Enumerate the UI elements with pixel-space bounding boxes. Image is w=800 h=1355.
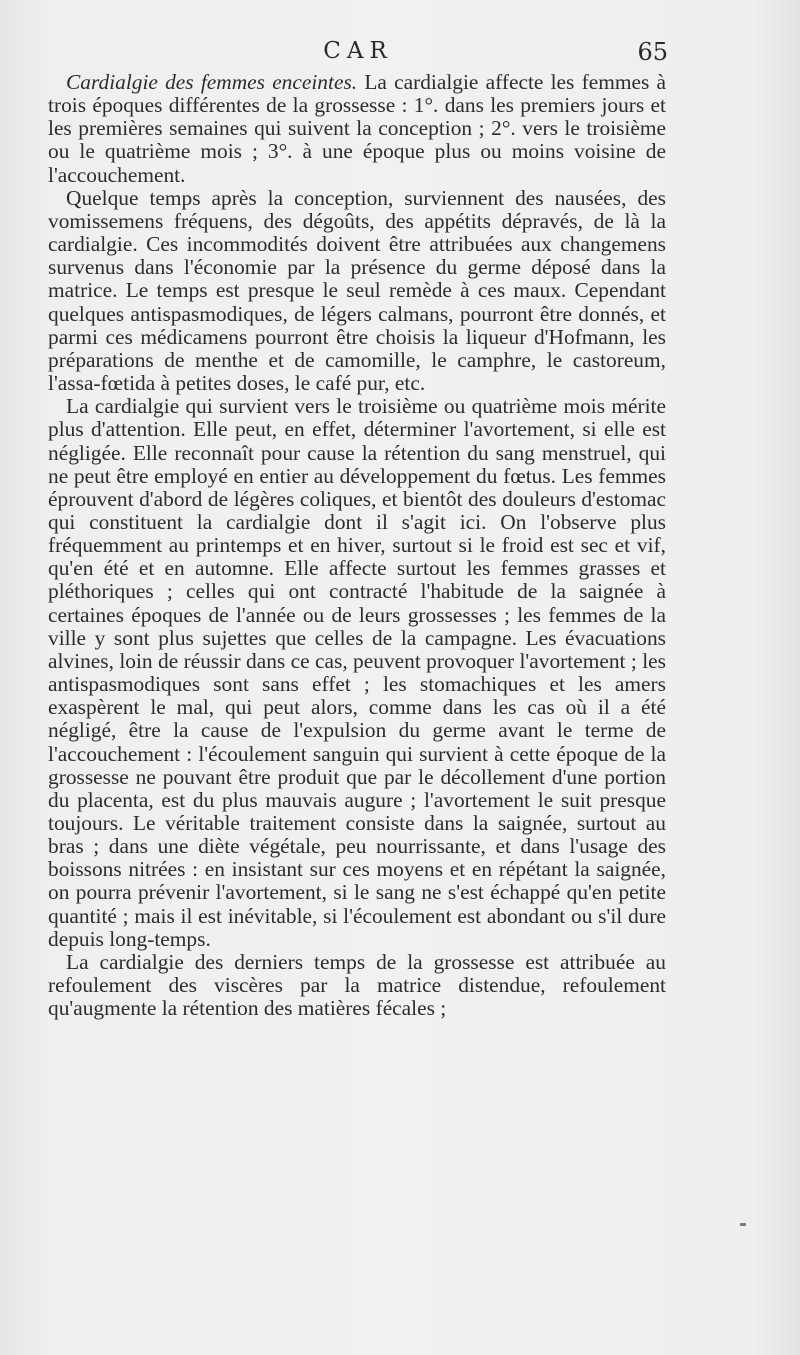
ink-speck xyxy=(740,1223,746,1226)
paragraph-text: La cardialgie affecte les femmes à trois époques différentes de la grossesse : 1°. dans les premiers jours et les premières semaines qui suivent la conception ; 2°. vers le troisième ou le quatrième mois ; 3°. à une époque plus ou moins voisine de l'accouchement. xyxy=(48,70,666,187)
page-number: 65 xyxy=(637,38,668,66)
paragraph-3: La cardialgie qui survient vers le troisième ou quatrième mois mérite plus d'attention. Elle peut, en effet, déterminer l'avortement, si elle est négligée. Elle reconnaît pour cause la rétention du sang menstruel, qui ne peut être employé en entier au développement du fœtus. Les femmes éprouvent d'abord de légères coliques, et bientôt des douleurs d'estomac qui constituent la cardialgie dont il s'agit ici. On l'observe plus fréquemment au printemps et en hiver, surtout si le froid est sec et vif, qu'en été et en automne. Elle affecte surtout les femmes grasses et pléthoriques ; celles qui ont contracté l'habitude de la saignée à certaines époques de l'année ou de leurs grossesses ; les femmes de la ville y sont plus sujettes que celles de la campagne. Les évacuations alvines, loin de réussir dans ce cas, peuvent provoquer l'avortement ; les antispasmodiques sont sans effet ; les stomachiques et les amers exaspèrent le mal, qui peut alors, comme dans les cas où il a été négligé, être la cause de l'expulsion du germe avant le terme de l'accouchement : l'écoulement sanguin qui survient à cette époque de la grossesse ne pouvant être produit que par le décollement d'une portion du placenta, est du plus mauvais augure ; l'avortement le suit presque toujours. Le véritable traitement consiste dans la saignée, surtout au bras ; dans une diète végétale, peu nourrissante, et dans l'usage des boissons nitrées : en insistant sur ces moyens et en répétant la saignée, on pourra prévenir l'avortement, si le sang ne s'est échappé qu'en petite quantité ; mais il est inévitable, si l'écoulement est abondant ou s'il dure depuis long-temps. xyxy=(48,394,666,951)
paragraph-1 xyxy=(48,71,666,187)
section-lead: Cardialgie des femmes enceintes. xyxy=(66,70,358,94)
running-head: CAR xyxy=(323,38,393,64)
body-text xyxy=(48,71,666,1020)
paragraph-4: La cardialgie des derniers temps de la grossesse est attribuée au refoulement des viscères par la matrice distendue, refoulement qu'augmente la rétention des matières fécales ; xyxy=(48,949,666,1021)
paragraph-2: Quelque temps après la conception, surviennent des nausées, des vomissemens fréquens, des dégoûts, des appétits dépravés, de là la cardialgie. Ces incommodités doivent être attribuées aux changemens survenus dans l'économie par la présence du germe déposé dans la matrice. Le temps est presque le seul remède à ces maux. Cependant quelques antispasmodiques, de légers calmans, pourront être donnés, et parmi ces médicamens pourront être choisis la liqueur d'Hofmann, les préparations de menthe et de camomille, le camphre, le castoreum, l'assa-fœtida à petites doses, le café pur, etc. xyxy=(48,185,666,396)
page-header xyxy=(48,38,668,70)
